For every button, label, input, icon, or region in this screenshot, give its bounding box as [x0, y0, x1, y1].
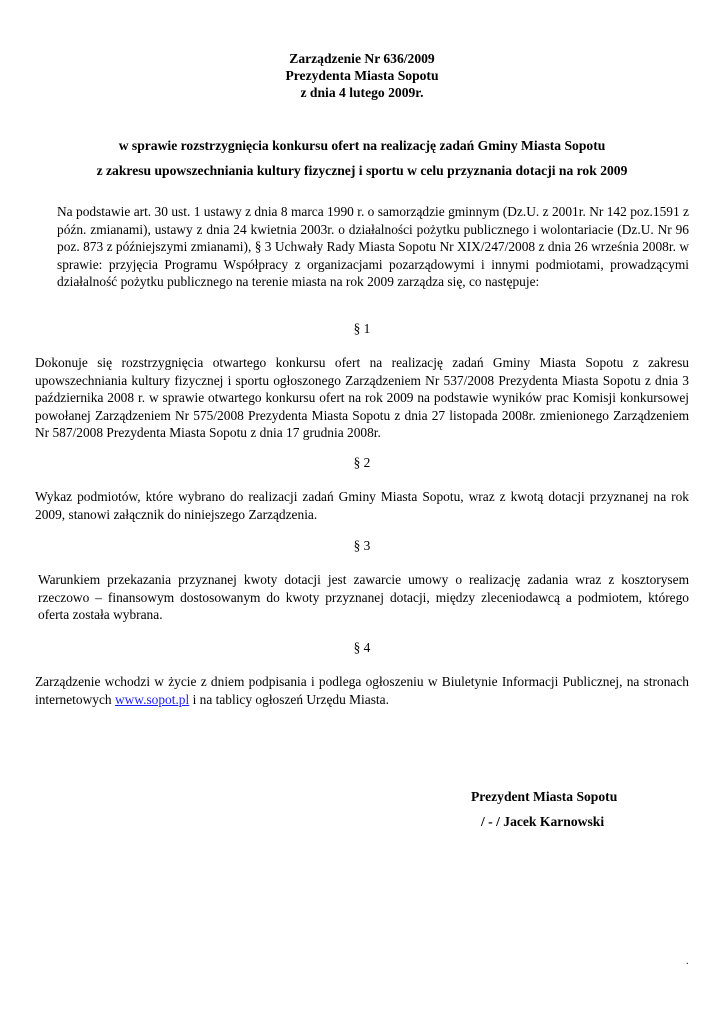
- section-4-text-before: Zarządzenie wchodzi w życie z dniem podpisania i podlega ogłoszeniu w Biuletynie Informacji Publicznej, na stronach internetowych: [35, 674, 689, 707]
- document-header: [0, 50, 724, 101]
- signature-title: Prezydent Miasta Sopotu: [471, 789, 618, 804]
- website-link[interactable]: www.sopot.pl: [114, 691, 190, 707]
- ordinance-number: Zarządzenie Nr 636/2009: [289, 51, 435, 66]
- section-mark-4: § 4: [353, 640, 371, 655]
- section-mark-2: § 2: [353, 455, 371, 470]
- footer-mark: .: [686, 956, 689, 967]
- subject-line-2: z zakresu upowszechniania kultury fizycznej i sportu w celu przyznania dotacji na rok 2009: [96, 163, 628, 178]
- section-3-text: Warunkiem przekazania przyznanej kwoty dotacji jest zawarcie umowy o realizację zadania wraz z kosztorysem rzeczowo – finansowym dostosowanym do kwoty przyznanej dotacji, między zleceniodawcą a podmiotem, którego oferta została wybrana.: [38, 572, 689, 623]
- section-4-text: [35, 673, 689, 708]
- subject-line-1: w sprawie rozstrzygnięcia konkursu ofert na realizację zadań Gminy Miasta Sopotu: [118, 138, 606, 153]
- section-4-text-after: i na tablicy ogłoszeń Urzędu Miasta.: [189, 691, 389, 707]
- section-mark-1: § 1: [353, 321, 371, 336]
- signature-name: / - / Jacek Karnowski: [481, 814, 605, 829]
- section-1-text: Dokonuje się rozstrzygnięcia otwartego konkursu ofert na realizację zadań Gminy Miasta Sopotu z zakresu upowszechniania kultury fizycznej i sportu ogłoszonego Zarządzeniem Nr 537/2008 Prezydenta Miasta Sopotu z dnia 3 października 2008 r. w sprawie otwartego konkursu ofert na rok 2009 na podstawie wyników prac Komisji konkursowej powołanej Zarządzeniem Nr 575/2008 Prezydenta Miasta Sopotu z dnia 27 listopada 2008r. zmienionego Zarządzeniem Nr 587/2008 Prezydenta Miasta Sopotu z dnia 17 grudnia 2008r.: [35, 355, 689, 441]
- issuer: Prezydenta Miasta Sopotu: [285, 68, 439, 83]
- legal-basis-paragraph: Na podstawie art. 30 ust. 1 ustawy z dnia 8 marca 1990 r. o samorządzie gminnym (Dz.U. z 2001r. Nr 142 poz.1591 z późn. zmianami), ustawy z dnia 24 kwietnia 2003r. o działalności pożytku publicznego i wolontariacie (Dz.U. Nr 96 poz. 873 z późniejszymi zmianami), § 3 Uchwały Rady Miasta Sopotu Nr XIX/247/2008 z dnia 26 września 2008r. w sprawie: przyjęcia Programu Współpracy z organizacjami pozarządowymi i innymi podmiotami, prowadzącymi działalność pożytku publicznego na terenie miasta na rok 2009 zarządza się, co następuje:: [57, 204, 689, 290]
- ordinance-date: z dnia 4 lutego 2009r.: [300, 85, 424, 100]
- section-2-text: Wykaz podmiotów, które wybrano do realizacji zadań Gminy Miasta Sopotu, wraz z kwotą dotacji przyznanej na rok 2009, stanowi załącznik do niniejszego Zarządzenia.: [35, 489, 689, 522]
- section-mark-3: § 3: [353, 538, 371, 553]
